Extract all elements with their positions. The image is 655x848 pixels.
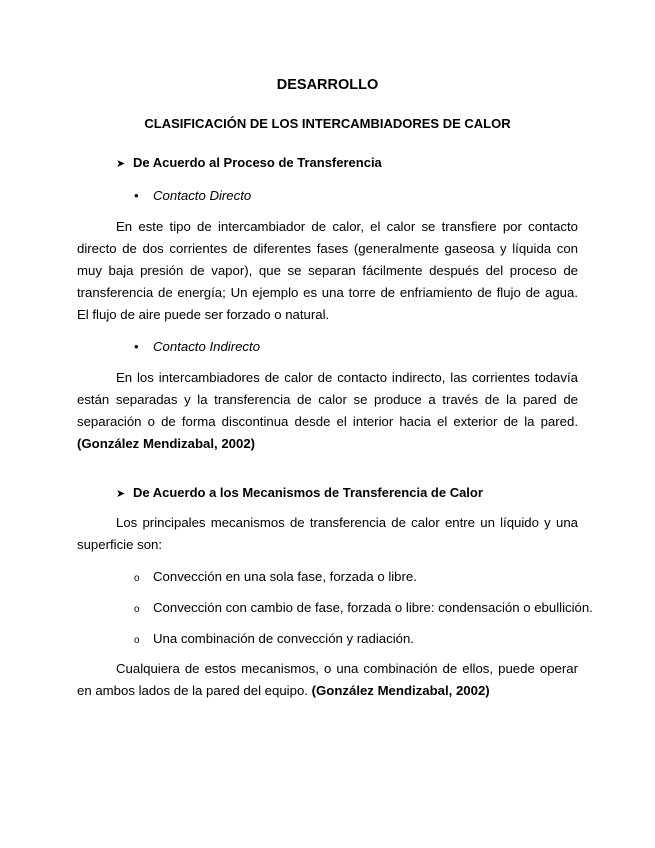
list-item-contacto-indirecto: [134, 339, 260, 354]
list-item-label: Contacto Indirecto: [153, 339, 261, 354]
section-heading-label: De Acuerdo al Proceso de Transferencia: [133, 155, 382, 170]
paragraph-closing: [77, 658, 578, 702]
bullet-circle-icon: o: [134, 635, 140, 646]
paragraph-mecanismos-intro: Los principales mecanismos de transferencia de calor entre un líquido y una superficie son:: [77, 515, 578, 552]
bullet-dot-icon: •: [134, 188, 139, 203]
paragraph-contacto-indirecto: [77, 367, 578, 455]
page-subtitle: CLASIFICACIÓN DE LOS INTERCAMBIADORES DE CALOR: [144, 116, 511, 131]
bullet-circle-icon: o: [134, 573, 140, 584]
arrow-bullet-icon: ➤: [116, 488, 126, 500]
section-heading-mecanismos: [116, 485, 483, 500]
list-item: [134, 569, 417, 584]
paragraph-text: En los intercambiadores de calor de contacto indirecto, las corrientes todavía están separadas y la transferencia de calor se produce a través de la pared de separación o de forma discontinua desde el interior hacia el exterior de la pared.: [77, 370, 578, 429]
paragraph-contacto-directo: En este tipo de intercambiador de calor, el calor se transfiere por contacto directo de dos corrientes de diferentes fases (generalmente gaseosa y líquida con muy baja presión de vapor), que se separan fácilmente después del proceso de transferencia de energía; Un ejemplo es una torre de enfriamiento de flujo de agua. El flujo de aire puede ser forzado o natural.: [77, 219, 578, 322]
list-item-label: Convección en una sola fase, forzada o libre.: [153, 569, 417, 584]
section-heading-proceso: [116, 155, 382, 170]
page-title: DESARROLLO: [276, 77, 379, 93]
bullet-circle-icon: o: [134, 604, 140, 615]
arrow-bullet-icon: ➤: [116, 158, 126, 170]
paragraph-text: Cualquiera de estos mecanismos, o una combinación de ellos, puede operar en ambos lados de la pared del equipo.: [77, 661, 578, 698]
list-item-label: Convección con cambio de fase, forzada o libre: condensación o ebullición.: [153, 600, 593, 615]
bullet-dot-icon: •: [134, 339, 139, 354]
section-heading-label: De Acuerdo a los Mecanismos de Transferencia de Calor: [133, 485, 483, 500]
list-item-label: Contacto Directo: [153, 188, 252, 203]
list-item: [134, 631, 414, 646]
list-item-contacto-directo: [134, 188, 251, 203]
list-item-label: Una combinación de convección y radiación.: [153, 631, 414, 646]
citation: (González Mendizabal, 2002): [77, 436, 256, 451]
citation: (González Mendizabal, 2002): [311, 683, 490, 698]
list-item: [134, 600, 593, 615]
